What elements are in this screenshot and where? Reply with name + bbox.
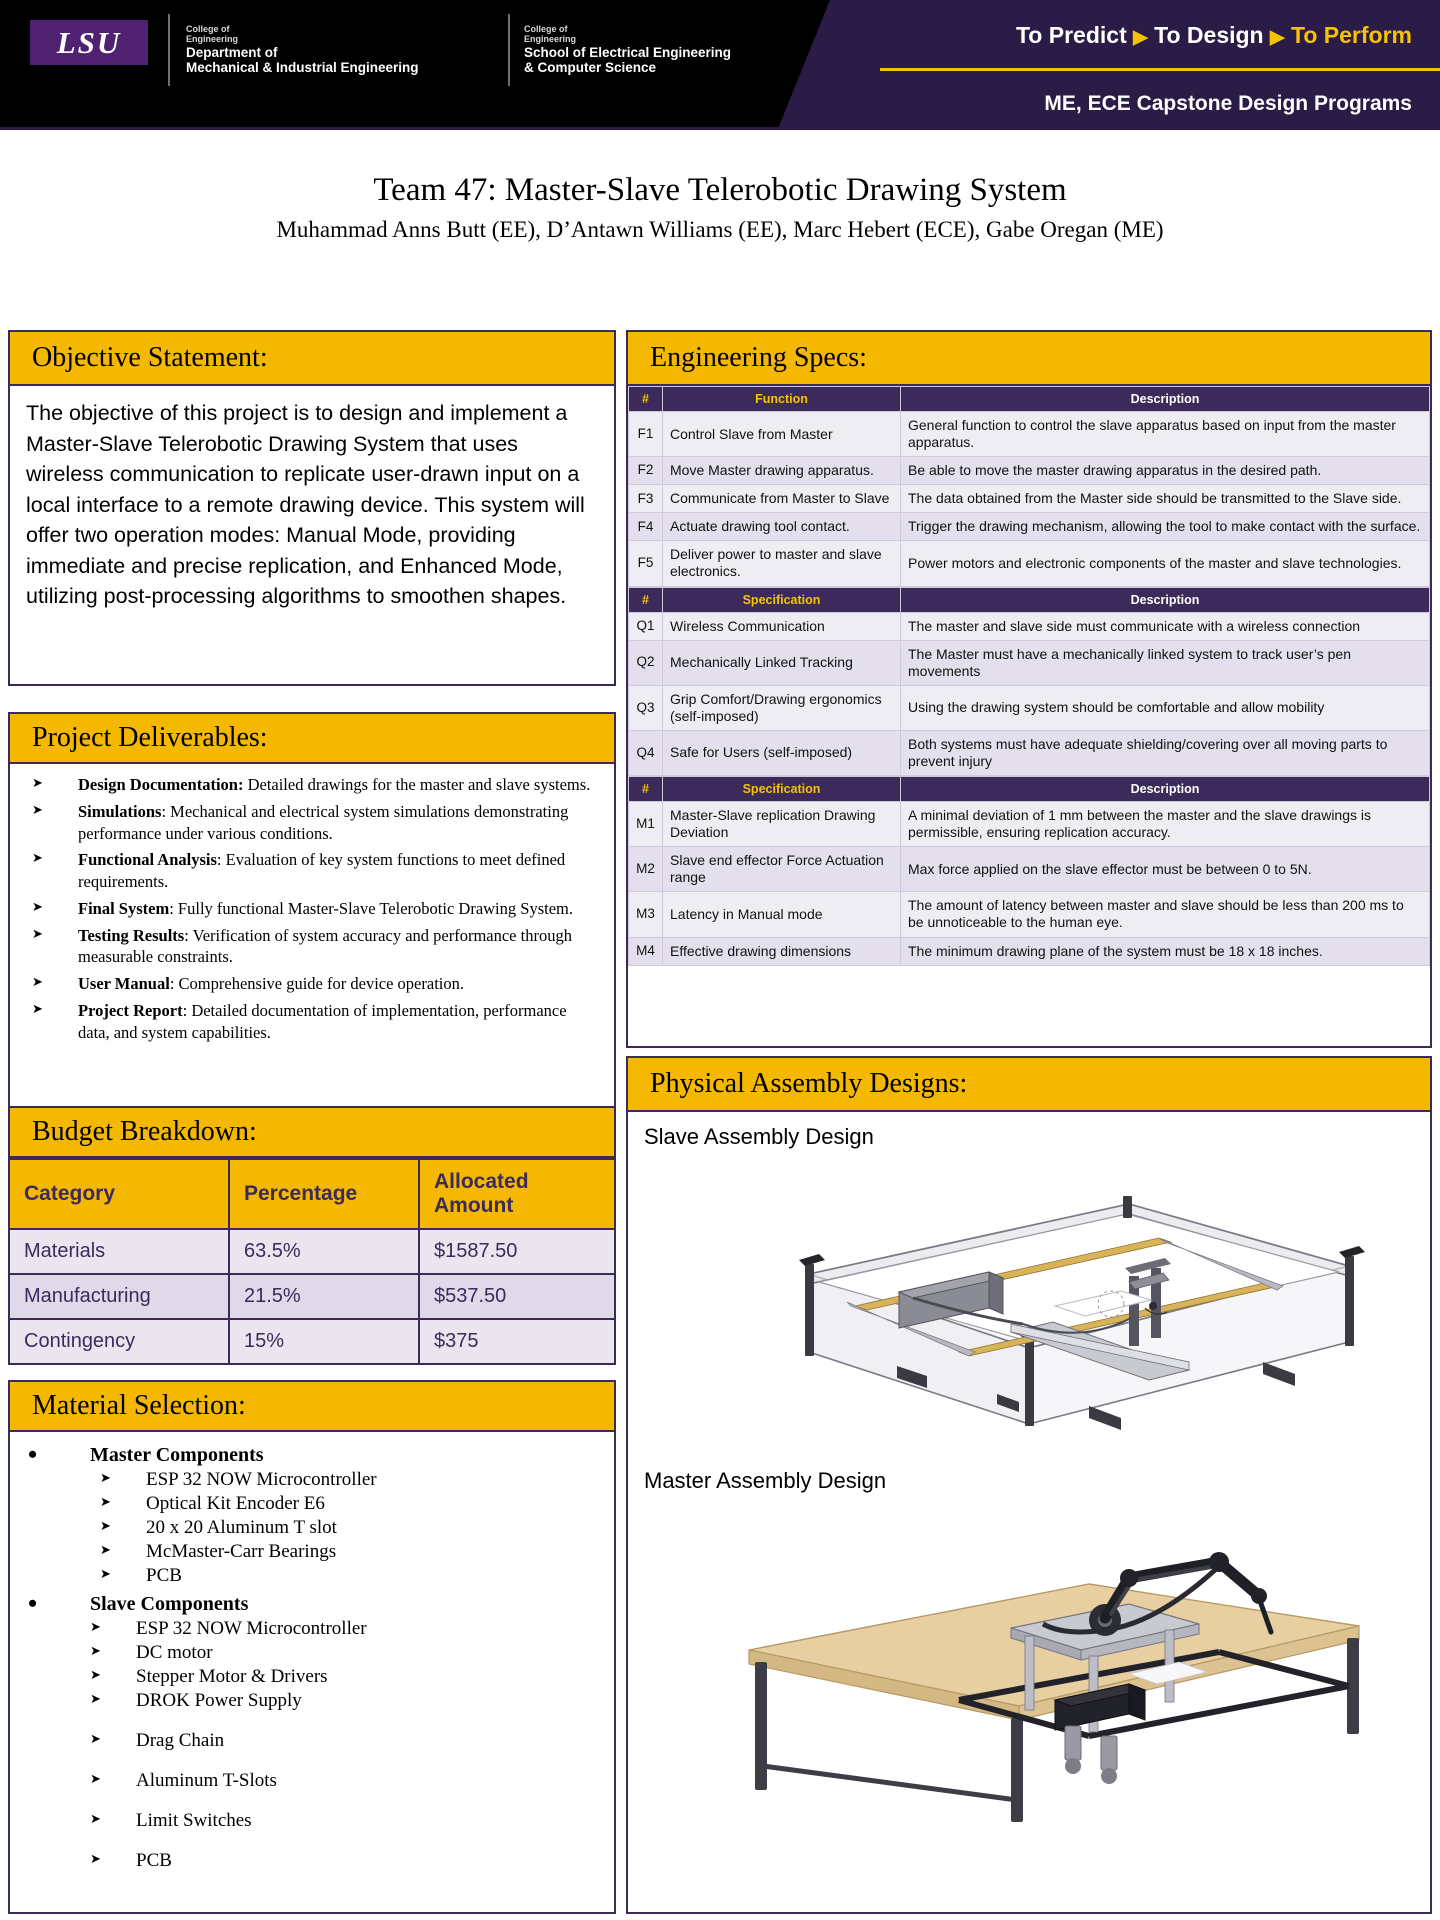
- table-row: [9, 1229, 615, 1274]
- deliverable-label: Functional Analysis: [78, 850, 217, 870]
- header-gold-rule: [880, 68, 1440, 71]
- deliverable-label: Testing Results: [78, 925, 185, 945]
- master-assembly-label: Master Assembly Design: [644, 1468, 887, 1493]
- material-group-title: Slave Components: [90, 1593, 249, 1615]
- list-item: ➤ PCB: [90, 1850, 614, 1872]
- master-assembly-illustration: [659, 1500, 1399, 1830]
- list-item: ➤ Limit Switches: [90, 1810, 614, 1832]
- lsu-logo: LSU: [30, 20, 148, 65]
- dept2-line1: School of Electrical Engineering: [524, 44, 732, 60]
- dept2-line2: & Computer Science: [524, 60, 657, 76]
- material-group-slave: [28, 1593, 614, 1872]
- row-id: M1: [629, 802, 663, 847]
- dept1-college: College of: [186, 24, 230, 34]
- slave-components-list: [90, 1618, 614, 1872]
- budget-cell: $537.50: [419, 1274, 615, 1319]
- row-specification: Latency in Manual mode: [663, 892, 901, 937]
- deliverable-label: Final System: [78, 898, 170, 918]
- budget-cell: $1587.50: [419, 1229, 615, 1274]
- list-item: [32, 898, 600, 920]
- col-id: #: [629, 587, 663, 612]
- functions-table: [628, 386, 1430, 587]
- row-id: F2: [629, 457, 663, 485]
- table-row: [629, 513, 1430, 541]
- deliverable-text: : Comprehensive guide for device operation.: [169, 974, 464, 994]
- deliverable-text: : Evaluation of key system functions to meet defined requirements.: [78, 850, 566, 892]
- header-tagline: [1016, 22, 1412, 49]
- table-row: [629, 541, 1430, 586]
- deliverable-label: User Manual: [78, 974, 170, 994]
- budget-table: [8, 1158, 616, 1365]
- tagline-design: To Design: [1154, 22, 1264, 48]
- deliverable-label: Design Documentation:: [78, 775, 244, 794]
- budget-col-category: Category: [9, 1159, 229, 1229]
- list-item: ➤ ESP 32 NOW Microcontroller: [90, 1618, 614, 1640]
- material-section-body: [8, 1432, 616, 1914]
- table-row: [629, 640, 1430, 685]
- row-id: Q1: [629, 612, 663, 640]
- row-function: Move Master drawing apparatus.: [663, 457, 901, 485]
- material-group-title: Master Components: [90, 1444, 264, 1466]
- author-list: Muhammad Anns Butt (EE), D’Antawn Williams (EE), Marc Hebert (ECE), Gabe Oregan (ME): [276, 217, 1164, 242]
- table-header-row: [9, 1159, 615, 1229]
- objective-section-header: Objective Statement:: [8, 330, 616, 386]
- list-item: ➤ 20 x 20 Aluminum T slot: [90, 1517, 614, 1539]
- deliverable-text: : Detailed documentation of implementation, performance data, and system capabilities.: [78, 1000, 567, 1042]
- row-id: Q2: [629, 640, 663, 685]
- slave-assembly-illustration: [659, 1156, 1399, 1456]
- deliverable-label: Simulations: [78, 801, 162, 821]
- measurable-specs-table: [628, 776, 1430, 966]
- budget-cell: Manufacturing: [9, 1274, 229, 1319]
- deliverable-text: Detailed drawings for the master and slave systems.: [243, 775, 591, 794]
- tagline-predict: To Predict: [1015, 22, 1127, 48]
- specs-section-header: Engineering Specs:: [626, 330, 1432, 386]
- master-assembly-figure: [659, 1500, 1399, 1830]
- table-row: [9, 1274, 615, 1319]
- assembly-section-body: [626, 1112, 1432, 1914]
- row-specification: Mechanically Linked Tracking: [663, 640, 901, 685]
- list-item: ➤ Stepper Motor & Drivers: [90, 1666, 614, 1688]
- material-section-header: Material Selection:: [8, 1380, 616, 1432]
- dept2-engineering: Engineering: [524, 34, 577, 45]
- deliverables-section-body: [8, 764, 616, 1114]
- table-row: [629, 847, 1430, 892]
- row-description: The master and slave side must communicate with a wireless connection: [901, 612, 1430, 640]
- row-specification: Master-Slave replication Drawing Deviation: [663, 802, 901, 847]
- table-row: [629, 730, 1430, 775]
- table-row: [629, 802, 1430, 847]
- specs-section-body: [626, 386, 1432, 1048]
- col-description: Description: [901, 777, 1430, 802]
- row-description: Max force applied on the slave effector must be between 0 to 5N.: [901, 847, 1430, 892]
- budget-cell: Contingency: [9, 1319, 229, 1364]
- dept2-college: College of: [524, 24, 568, 34]
- row-description: A minimal deviation of 1 mm between the master and the slave drawings is permissible, ensuring replication accuracy.: [901, 802, 1430, 847]
- col-function: Function: [663, 387, 901, 412]
- col-description: Description: [901, 587, 1430, 612]
- dept1-engineering: Engineering: [186, 34, 239, 45]
- list-item: ➤ ESP 32 NOW Microcontroller: [90, 1469, 614, 1491]
- page-title: Team 47: Master-Slave Telerobotic Drawing System: [373, 172, 1067, 208]
- table-row: [629, 412, 1430, 457]
- list-item: ➤ Aluminum T-Slots: [90, 1770, 614, 1792]
- list-item: [32, 973, 600, 995]
- row-description: The data obtained from the Master side should be transmitted to the Slave side.: [901, 485, 1430, 513]
- row-specification: Slave end effector Force Actuation range: [663, 847, 901, 892]
- row-description: Be able to move the master drawing apparatus in the desired path.: [901, 457, 1430, 485]
- objective-text: The objective of this project is to design and implement a Master-Slave Telerobotic Drawing System that uses wireless communication to replicate user-drawn input on a local interface to a remote drawing device. This system will offer two operation modes: Manual Mode, providing immediate and precise replication, and Enhanced Mode, utilizing post-processing algorithms to smoothen shapes.: [26, 401, 585, 609]
- table-row: [629, 685, 1430, 730]
- title-block: [0, 172, 1440, 243]
- row-specification: Safe for Users (self-imposed): [663, 730, 901, 775]
- row-description: The amount of latency between master and slave should be less than 200 ms to be unnoticeable to the human eye.: [901, 892, 1430, 937]
- row-function: Actuate drawing tool contact.: [663, 513, 901, 541]
- budget-cell: 21.5%: [229, 1274, 419, 1319]
- row-description: Trigger the drawing mechanism, allowing the tool to make contact with the surface.: [901, 513, 1430, 541]
- row-description: Both systems must have adequate shielding/covering over all moving parts to prevent injury: [901, 730, 1430, 775]
- dept-mechanical-industrial: [186, 24, 419, 76]
- slave-assembly-label: Slave Assembly Design: [644, 1124, 874, 1149]
- master-components-list: [90, 1469, 614, 1587]
- budget-cell: 63.5%: [229, 1229, 419, 1274]
- list-item: ➤ PCB: [90, 1565, 614, 1587]
- budget-cell: 15%: [229, 1319, 419, 1364]
- deliverables-section-header: Project Deliverables:: [8, 712, 616, 764]
- table-row: [629, 612, 1430, 640]
- list-item: ➤ McMaster-Carr Bearings: [90, 1541, 614, 1563]
- header-bottom-rule: [0, 127, 1440, 130]
- row-description: General function to control the slave apparatus based on input from the master apparatus.: [901, 412, 1430, 457]
- budget-cell: Materials: [9, 1229, 229, 1274]
- row-specification: Wireless Communication: [663, 612, 901, 640]
- budget-section-header: Budget Breakdown:: [8, 1106, 616, 1158]
- col-id: #: [629, 777, 663, 802]
- row-description: The Master must have a mechanically linked system to track user’s pen movements: [901, 640, 1430, 685]
- row-id: F3: [629, 485, 663, 513]
- row-id: Q3: [629, 685, 663, 730]
- material-group-master: [28, 1444, 614, 1587]
- col-specification: Specification: [663, 587, 901, 612]
- row-function: Communicate from Master to Slave: [663, 485, 901, 513]
- deliverable-label: Project Report: [78, 1000, 183, 1020]
- budget-cell: $375: [419, 1319, 615, 1364]
- list-item: ➤ Optical Kit Encoder E6: [90, 1493, 614, 1515]
- slave-assembly-figure: [659, 1156, 1399, 1456]
- assembly-section-header: Physical Assembly Designs:: [626, 1056, 1432, 1112]
- row-function: Control Slave from Master: [663, 412, 901, 457]
- arrow-right-icon-2: ▶: [1270, 27, 1285, 48]
- dept1-line2: Mechanical & Industrial Engineering: [186, 60, 419, 76]
- row-specification: Grip Comfort/Drawing ergonomics (self-imposed): [663, 685, 901, 730]
- budget-section-body: [8, 1158, 616, 1380]
- row-id: F4: [629, 513, 663, 541]
- table-row: [629, 892, 1430, 937]
- list-item: ➤ DROK Power Supply: [90, 1690, 614, 1712]
- header-programs: ME, ECE Capstone Design Programs: [1044, 92, 1412, 115]
- table-row: [629, 485, 1430, 513]
- qualitative-specs-table: [628, 587, 1430, 777]
- list-item: [32, 1000, 600, 1044]
- table-row: [629, 457, 1430, 485]
- row-id: Q4: [629, 730, 663, 775]
- list-item: [32, 925, 600, 969]
- list-item: [32, 774, 600, 796]
- header-divider-1: [168, 14, 170, 86]
- header-divider-2: [508, 14, 510, 86]
- row-description: Power motors and electronic components of the master and slave technologies.: [901, 541, 1430, 586]
- col-description: Description: [901, 387, 1430, 412]
- budget-col-amount: Allocated Amount: [419, 1159, 615, 1229]
- row-description: The minimum drawing plane of the system must be 18 x 18 inches.: [901, 937, 1430, 965]
- deliverable-text: : Mechanical and electrical system simulations demonstrating performance under various conditions.: [78, 801, 569, 843]
- deliverables-list: [10, 774, 614, 1043]
- list-item: ➤ Drag Chain: [90, 1730, 614, 1752]
- deliverable-text: : Verification of system accuracy and performance through measurable constraints.: [78, 925, 572, 967]
- col-specification: Specification: [663, 777, 901, 802]
- list-item: [32, 849, 600, 893]
- arrow-right-icon-1: ▶: [1133, 27, 1148, 48]
- table-header-row: [629, 387, 1430, 412]
- row-function: Deliver power to master and slave electronics.: [663, 541, 901, 586]
- list-item: [32, 801, 600, 845]
- table-header-row: [629, 587, 1430, 612]
- row-description: Using the drawing system should be comfortable and allow mobility: [901, 685, 1430, 730]
- row-id: F5: [629, 541, 663, 586]
- row-id: M4: [629, 937, 663, 965]
- table-row: [629, 937, 1430, 965]
- col-id: #: [629, 387, 663, 412]
- objective-section-body: [8, 386, 616, 686]
- deliverable-text: : Fully functional Master-Slave Telerobotic Drawing System.: [169, 898, 573, 918]
- row-specification: Effective drawing dimensions: [663, 937, 901, 965]
- table-header-row: [629, 777, 1430, 802]
- row-id: M3: [629, 892, 663, 937]
- tagline-perform: To Perform: [1291, 22, 1412, 48]
- page-header: [0, 0, 1440, 130]
- dept1-line1: Department of: [186, 44, 278, 60]
- budget-col-percentage: Percentage: [229, 1159, 419, 1229]
- material-groups: [10, 1444, 614, 1872]
- row-id: M2: [629, 847, 663, 892]
- table-row: [9, 1319, 615, 1364]
- dept-electrical-cs: [524, 24, 731, 76]
- list-item: ➤ DC motor: [90, 1642, 614, 1664]
- row-id: F1: [629, 412, 663, 457]
